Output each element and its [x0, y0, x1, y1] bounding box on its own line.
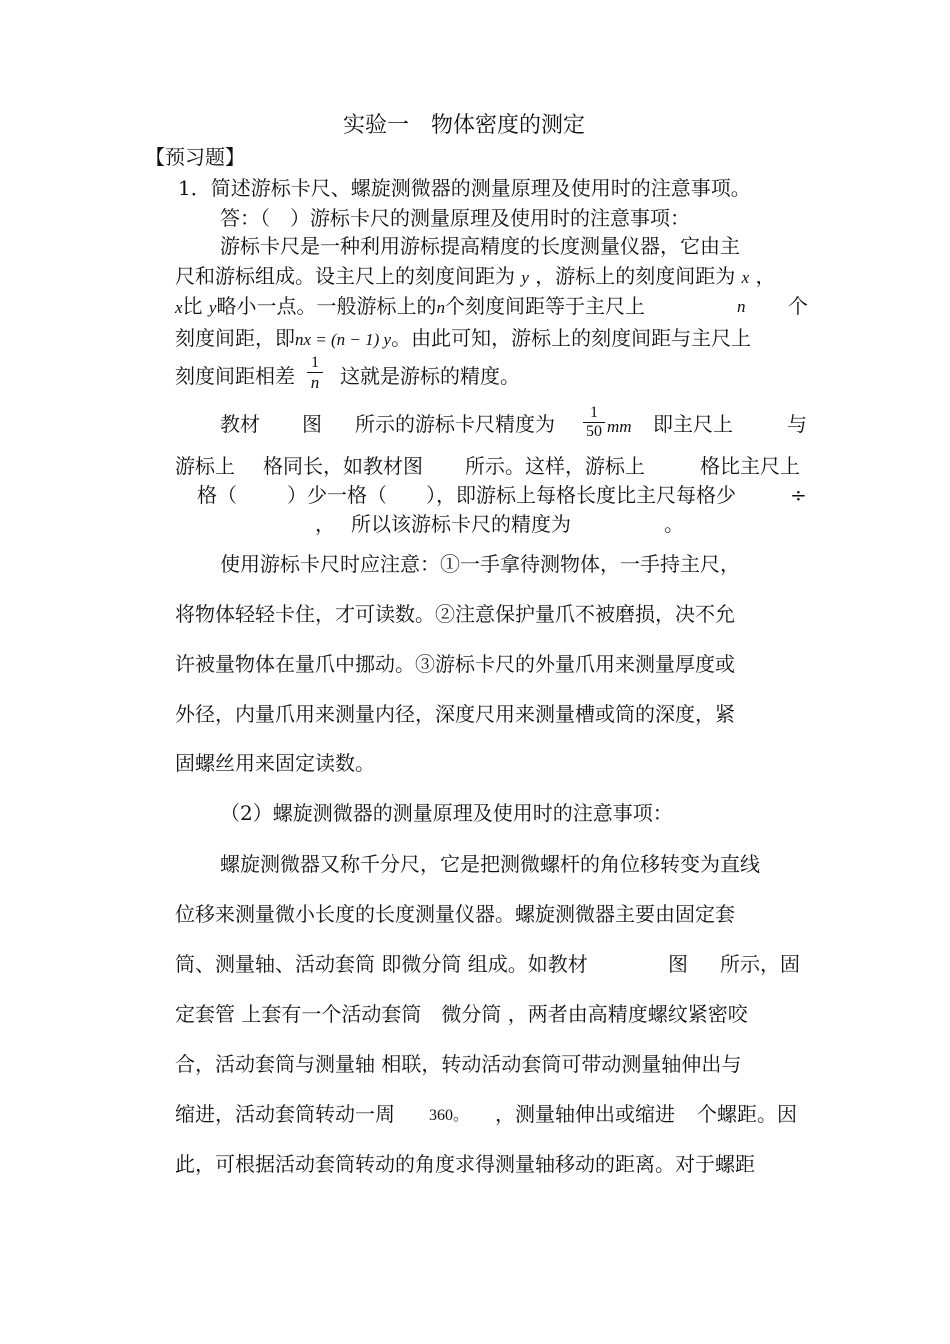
paragraph-text: 格比主尺上 — [700, 454, 800, 478]
answer-heading-1: 答：（ ）游标卡尺的测量原理及使用时的注意事项： — [220, 206, 690, 230]
math-var-y: y — [521, 268, 529, 287]
unit-mm: mm — [607, 417, 632, 436]
page-title: 实验一 物体密度的测定 — [343, 113, 586, 138]
paragraph-text: 图 — [302, 412, 322, 436]
paragraph-line: 尺和游标组成。设主尺上的刻度间距为 y ，游标上的刻度间距为 x ， — [175, 264, 776, 288]
paragraph-text: 个 — [788, 294, 808, 318]
paragraph-text: 游标上 — [175, 454, 235, 478]
paragraph-text: 所示的游标卡尺精度为 — [355, 412, 555, 436]
paragraph-text: 格（ — [197, 483, 237, 507]
paragraph-text: 图 — [668, 952, 688, 976]
paragraph-text: 刻度间距相差 — [175, 364, 295, 388]
section-heading: 【预习题】 — [145, 145, 245, 169]
paragraph-text: ， — [315, 512, 335, 536]
paragraph-text: 格同长，如教材图 — [263, 454, 423, 478]
paragraph-line: 固螺丝用来固定读数。 — [175, 751, 375, 775]
math-var-y: y — [208, 298, 217, 317]
paragraph-line: 许被量物体在量爪中挪动。③游标卡尺的外量爪用来测量厚度或 — [175, 652, 735, 676]
paragraph-text: 即主尺上 — [653, 412, 733, 436]
paragraph-text: 缩进，活动套筒转动一周 — [175, 1102, 395, 1126]
paragraph-line: 外径，内量爪用来测量内径，深度尺用来测量槽或筒的深度，紧 — [175, 702, 735, 726]
math-var-n: n — [737, 297, 746, 316]
answer-heading-2: （2）螺旋测微器的测量原理及使用时的注意事项： — [220, 801, 673, 825]
paragraph-line: 刻度间距，即nx = (n − 1) y。由此可知，游标上的刻度间距与主尺上 — [175, 326, 752, 350]
fraction-1-over-n: 1 n — [307, 354, 323, 393]
math-equation: nx = (n − 1) y — [295, 330, 392, 349]
paragraph-text: 个螺距。因 — [697, 1102, 797, 1126]
paragraph-line: 合，活动套筒与测量轴 相联，转动活动套筒可带动测量轴伸出与 — [175, 1052, 742, 1076]
paragraph-line: x比 y略小一点。一般游标上的n个刻度间距等于主尺上 — [175, 294, 645, 318]
paragraph-text: 这就是游标的精度。 — [340, 364, 520, 388]
paragraph-text: 教材 — [220, 412, 260, 436]
question-1: 1．简述游标卡尺、螺旋测微器的测量原理及使用时的注意事项。 — [178, 176, 751, 200]
paragraph-line: 定套管 上套有一个活动套筒 微分筒 ，两者由高精度螺纹紧密咬 — [175, 1002, 748, 1026]
paragraph-line: 将物体轻轻卡住，才可读数。②注意保护量爪不被磨损，决不允 — [175, 602, 735, 626]
paragraph-text: 所示，固 — [720, 952, 800, 976]
math-var-x: x — [741, 268, 750, 287]
paragraph-text: 。 — [664, 512, 684, 536]
division-sign: ÷ — [790, 483, 807, 507]
paragraph-line: 螺旋测微器又称千分尺，它是把测微螺杆的角位移转变为直线 — [220, 852, 760, 876]
fraction-1-over-50: 1 50 — [583, 404, 605, 441]
paragraph-text: 所示。这样，游标上 — [465, 454, 645, 478]
paragraph-line: 使用游标卡尺时应注意：①一手拿待测物体，一手持主尺， — [220, 552, 740, 576]
paragraph-line: 游标卡尺是一种利用游标提高精度的长度测量仪器，它由主 — [220, 234, 740, 258]
paragraph-text: ），即游标上每格长度比主尺每格少 — [426, 483, 736, 507]
paragraph-text: 与 — [787, 412, 807, 436]
math-var-n: n — [436, 298, 445, 317]
paragraph-text: 筒、测量轴、活动套筒 即微分筒 组成。如教材 — [175, 952, 588, 976]
math-var-x: x — [175, 298, 183, 317]
paragraph-line: 此，可根据活动套筒转动的角度求得测量轴移动的距离。对于螺距 — [175, 1152, 755, 1176]
paragraph-text: 所以该游标卡尺的精度为 — [351, 512, 571, 536]
paragraph-text: ，测量轴伸出或缩进 — [495, 1102, 675, 1126]
paragraph-text: ）少一格（ — [287, 483, 387, 507]
degree-value: 360。 — [429, 1107, 470, 1124]
paragraph-line: 位移来测量微小长度的长度测量仪器。螺旋测微器主要由固定套 — [175, 902, 735, 926]
